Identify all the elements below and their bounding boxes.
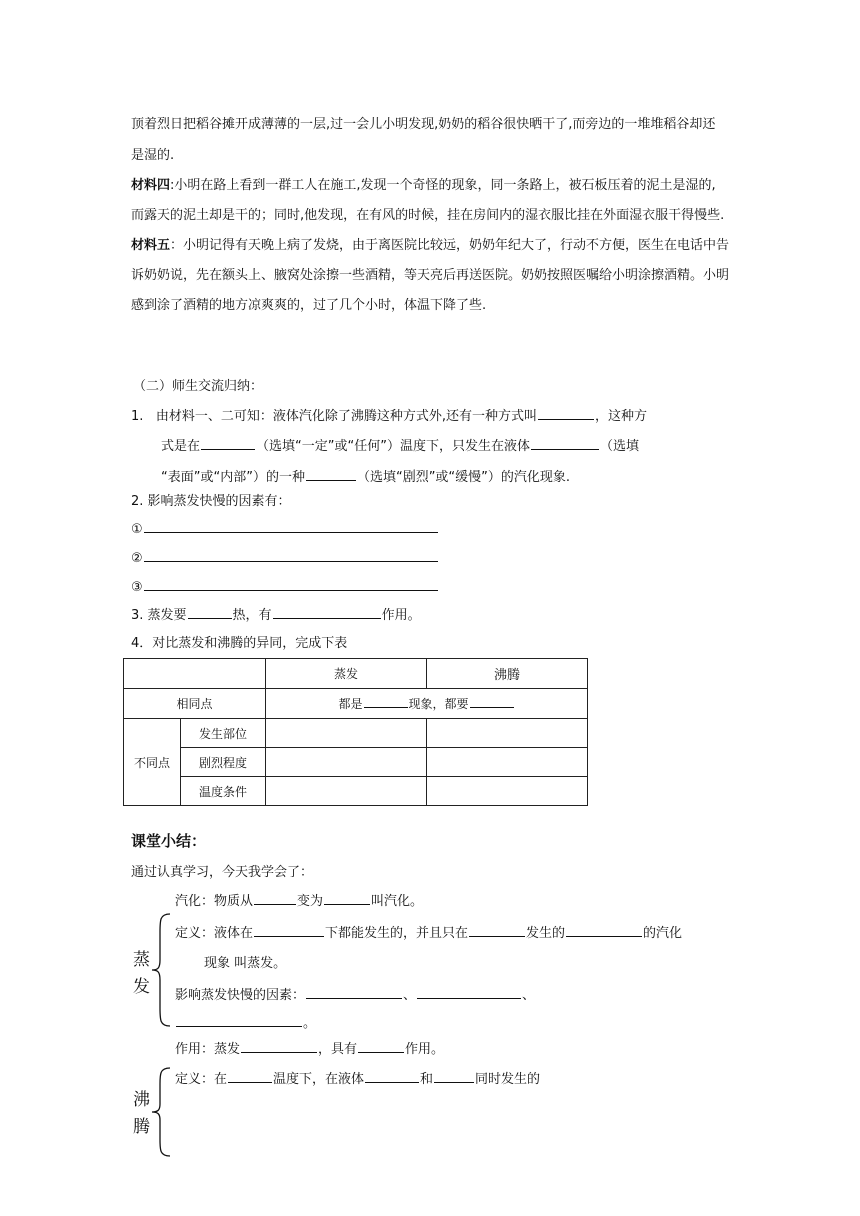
blank-field[interactable]	[566, 922, 642, 937]
table-input-cell[interactable]	[427, 719, 588, 748]
question-1-line-2	[161, 435, 639, 454]
table-input-cell[interactable]	[427, 748, 588, 777]
vaporization-definition	[175, 890, 423, 909]
evaporation-factors-line-1	[175, 984, 535, 1003]
question-1-line-3	[161, 466, 570, 485]
blank-field[interactable]	[306, 466, 356, 481]
class-summary-intro: 通过认真学习，今天我学会了：	[131, 865, 314, 880]
blank-field[interactable]	[538, 405, 594, 420]
summary-text: 影响蒸发快慢的因素：	[175, 988, 306, 1003]
summary-text: 定义：液体在	[175, 926, 254, 941]
table-corner-cell	[124, 659, 266, 689]
blank-field[interactable]	[324, 890, 370, 905]
blank-field[interactable]	[470, 695, 514, 708]
factor-mark: ③	[131, 580, 143, 595]
table-input-cell[interactable]	[266, 748, 427, 777]
factor-blank[interactable]	[144, 547, 438, 562]
question-text: 由材料一、二可知：液体汽化除了沸腾这种方式外,还有一种方式叫	[155, 409, 537, 424]
table-row-label: 剧烈程度	[181, 748, 266, 777]
table-same-text: 现象，都要	[408, 697, 469, 711]
material-text-line: 诉奶奶说，先在额头上、腋窝处涂擦一些酒精，等天亮后再送医院。奶奶按照医嘱给小明涂擦酒精。小明	[131, 268, 730, 283]
material-five-label: 材料五	[131, 238, 171, 253]
evaporation-brace	[150, 912, 174, 1028]
summary-text: ，具有	[318, 1042, 358, 1057]
material-five-text: ：小明记得有天晚上病了发烧，由于离医院比较远，奶奶年纪大了，行动不方便，医生在电话中告	[170, 238, 730, 253]
blank-field[interactable]	[434, 1068, 474, 1083]
summary-text: 。	[303, 1016, 317, 1031]
boiling-brace	[150, 1066, 174, 1158]
material-five-line	[131, 234, 729, 253]
blank-field[interactable]	[176, 1012, 302, 1027]
question-text: “表面”或“内部”）的一种	[161, 470, 305, 485]
question-text: 作用。	[381, 608, 421, 623]
blank-field[interactable]	[254, 890, 296, 905]
question-3	[131, 604, 421, 623]
table-same-cell	[266, 689, 588, 719]
summary-text: 作用。	[405, 1042, 445, 1057]
summary-text: 下都能发生的，并且只在	[325, 926, 469, 941]
summary-text: 和	[420, 1072, 434, 1087]
summary-text: 的汽化	[643, 926, 683, 941]
factor-line	[131, 576, 439, 595]
question-1-line-1	[131, 405, 647, 424]
material-text-line: 而露天的泥土却是干的；同时,他发现，在有风的时候，挂在房间内的湿衣服比挂在外面湿衣服干得慢些.	[131, 208, 725, 223]
summary-text: 发生的	[526, 926, 566, 941]
blank-field[interactable]	[188, 604, 232, 619]
table-input-cell[interactable]	[266, 777, 427, 806]
blank-field[interactable]	[201, 435, 255, 450]
material-four-line	[131, 174, 716, 193]
table-diff-label: 不同点	[124, 719, 181, 806]
evaporation-definition-line-1	[175, 922, 682, 941]
question-4: 4．对比蒸发和沸腾的异同，完成下表	[131, 636, 348, 651]
table-input-cell[interactable]	[266, 719, 427, 748]
table-row-label: 温度条件	[181, 777, 266, 806]
question-text: 热，有	[232, 608, 272, 623]
blank-field[interactable]	[228, 1068, 272, 1083]
question-text: 式是在	[161, 439, 201, 454]
boiling-definition	[175, 1068, 540, 1087]
factor-blank[interactable]	[144, 576, 438, 591]
blank-field[interactable]	[365, 1068, 419, 1083]
material-text-line: 顶着烈日把稻谷摊开成薄薄的一层,过一会儿小明发现,奶奶的稻谷很快晒干了,而旁边的一堆堆稻谷却还	[131, 117, 716, 132]
boiling-char: 腾	[133, 1117, 150, 1137]
question-2: 2. 影响蒸发快慢的因素有：	[131, 494, 291, 509]
evaporation-char: 蒸	[133, 950, 150, 970]
table-same-label: 相同点	[124, 689, 266, 719]
evaporation-effect	[175, 1038, 444, 1057]
blank-field[interactable]	[241, 1038, 317, 1053]
summary-text: 定义：在	[175, 1072, 228, 1087]
blank-field[interactable]	[417, 984, 521, 999]
summary-text: 、	[522, 988, 536, 1003]
comparison-table	[123, 658, 588, 806]
question-text: （选填	[599, 439, 639, 454]
summary-text: 变为	[297, 894, 324, 909]
question-text: 3. 蒸发要	[131, 608, 187, 623]
summary-text: 作用：蒸发	[175, 1042, 241, 1057]
blank-field[interactable]	[358, 1038, 404, 1053]
factor-line	[131, 547, 439, 566]
summary-text: 温度下，在液体	[273, 1072, 365, 1087]
summary-text: 叫汽化。	[371, 894, 424, 909]
section-heading: （二）师生交流归纳：	[133, 379, 264, 394]
blank-field[interactable]	[531, 435, 599, 450]
evaporation-char: 发	[133, 977, 150, 997]
summary-text: 、	[403, 988, 417, 1003]
material-four-label: 材料四	[131, 178, 171, 193]
evaporation-definition-line-2: 现象 叫蒸发。	[204, 956, 287, 971]
blank-field[interactable]	[469, 922, 525, 937]
blank-field[interactable]	[254, 922, 324, 937]
blank-field[interactable]	[273, 604, 381, 619]
table-input-cell[interactable]	[427, 777, 588, 806]
question-text: （选填“一定”或“任何”）温度下，只发生在液体	[256, 439, 530, 454]
blank-field[interactable]	[364, 695, 408, 708]
factor-mark: ②	[131, 551, 143, 566]
material-text-line: 是湿的.	[131, 148, 175, 163]
question-text: ，这种方	[594, 409, 647, 424]
table-header-evaporation: 蒸发	[266, 659, 427, 689]
summary-text: 汽化：物质从	[175, 894, 254, 909]
evaporation-factors-line-2	[175, 1012, 316, 1031]
material-four-text: :小明在路上看到一群工人在施工,发现一个奇怪的现象，同一条路上，被石板压着的泥土是湿的,	[170, 178, 716, 193]
summary-text: 同时发生的	[475, 1072, 541, 1087]
factor-mark: ①	[131, 522, 143, 537]
question-number: 1.	[131, 409, 144, 424]
material-text-line: 感到涂了酒精的地方凉爽爽的，过了几个小时，体温下降了些.	[131, 298, 487, 313]
table-row-label: 发生部位	[181, 719, 266, 748]
factor-blank[interactable]	[144, 518, 438, 533]
blank-field[interactable]	[306, 984, 402, 999]
table-same-text: 都是	[338, 697, 363, 711]
table-header-boiling: 沸腾	[427, 659, 588, 689]
class-summary-title: 课堂小结：	[131, 832, 207, 850]
boiling-char: 沸	[133, 1090, 150, 1110]
question-text: （选填“剧烈”或“缓慢”）的汽化现象.	[356, 470, 571, 485]
factor-line	[131, 518, 439, 537]
